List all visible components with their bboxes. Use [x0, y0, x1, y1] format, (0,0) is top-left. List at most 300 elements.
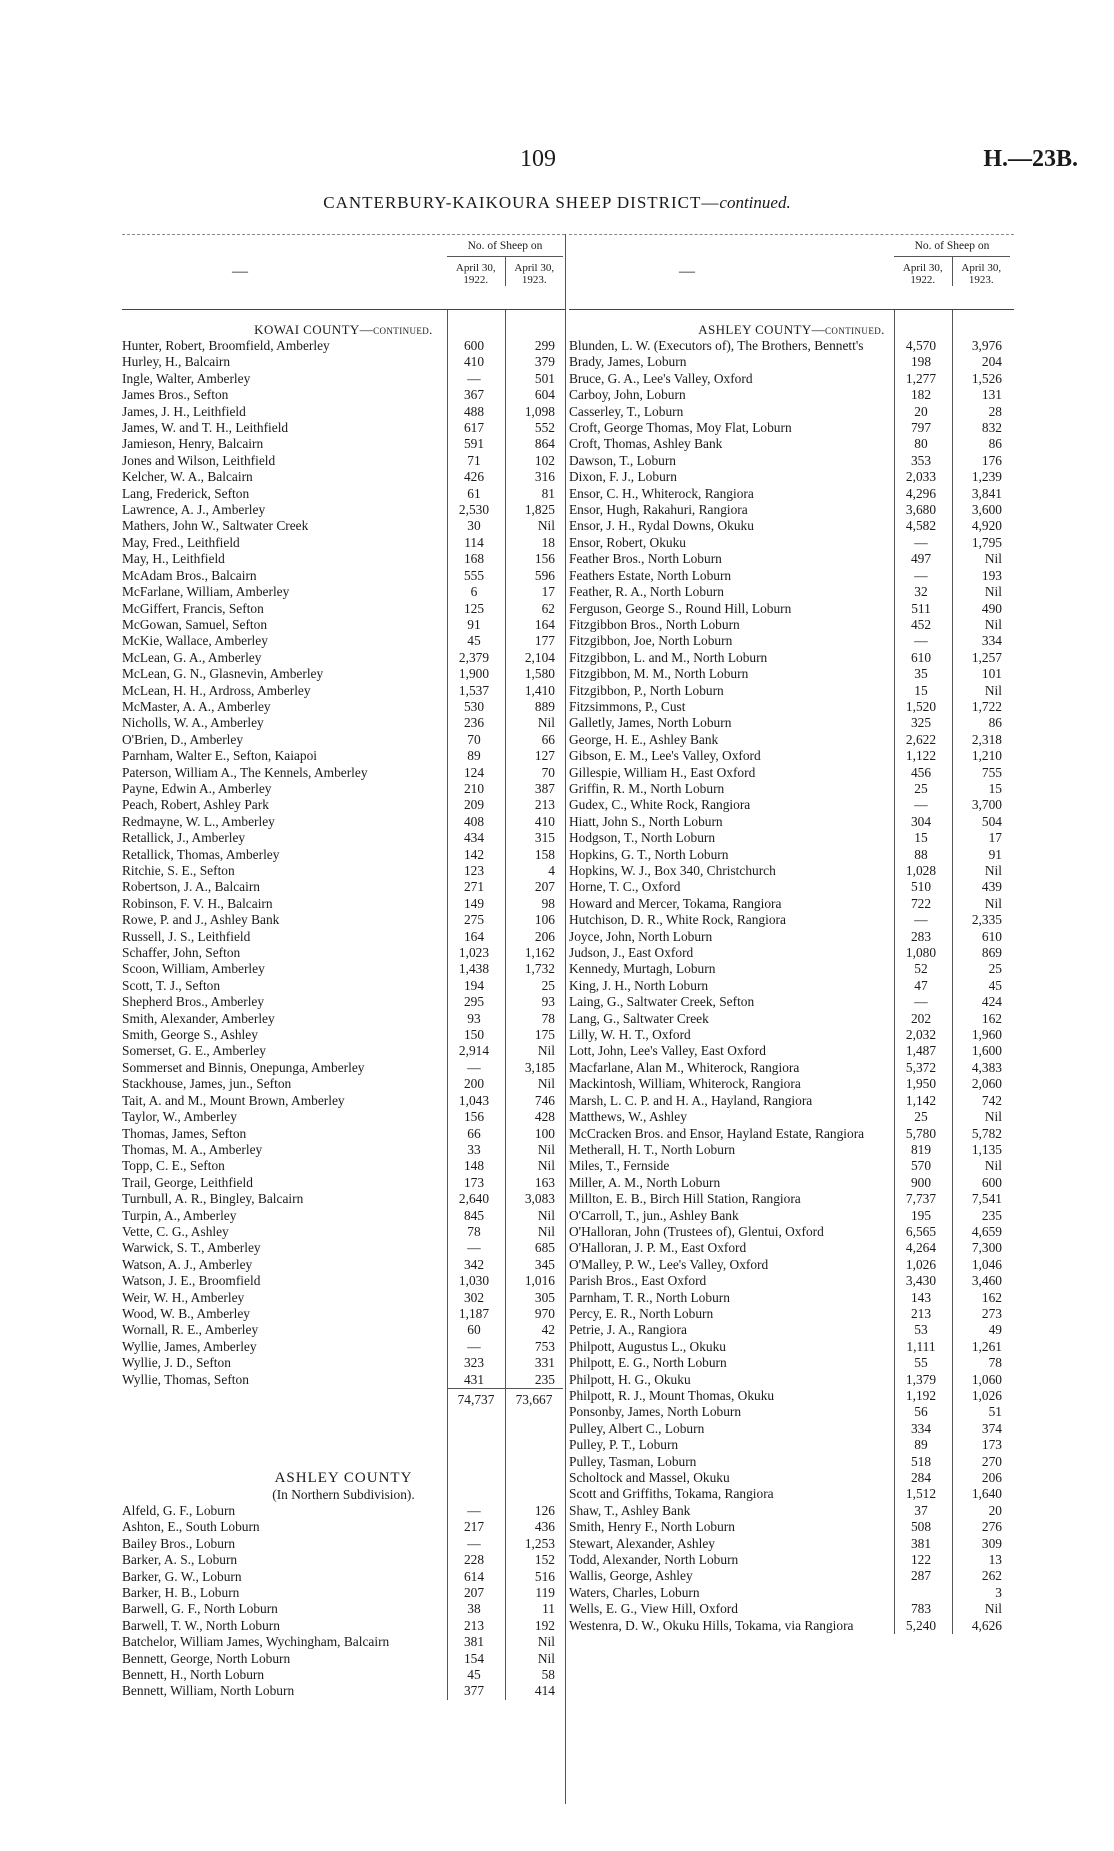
section-heading: KOWAI COUNTY—continued. — [254, 322, 433, 337]
col-1922-label: April 30, 1922. — [447, 257, 506, 286]
sheep-1923: 28 — [988, 403, 1002, 419]
owner-name: Gibson, E. M., Lee's Valley, Oxford — [569, 748, 761, 764]
sheep-1923: 7,300 — [971, 1240, 1002, 1256]
sheep-1922: 1,487 — [905, 1043, 937, 1059]
table-row — [569, 1601, 1014, 1617]
table-row — [122, 1306, 565, 1322]
table-row — [569, 633, 1014, 649]
sheep-1922: 600 — [463, 338, 485, 353]
owner-name: Lang, Frederick, Sefton — [122, 485, 250, 501]
owner-name: Fitzsimmons, P., Cust — [569, 698, 686, 714]
table-row — [122, 1109, 565, 1125]
owner-name: Mathers, John W., Saltwater Creek — [122, 518, 309, 534]
sheep-1922: 819 — [910, 1141, 932, 1157]
owner-name: Percy, E. R., North Loburn — [569, 1305, 714, 1321]
owner-name: Parnham, Walter E., Sefton, Kaiapoi — [122, 748, 318, 764]
owner-name: Hunter, Robert, Broomfield, Amberley — [122, 338, 330, 353]
table-row — [569, 486, 1014, 502]
table-row — [122, 404, 565, 420]
owner-name: Fitzgibbon Bros., North Loburn — [569, 616, 740, 632]
sheep-1923: 2,335 — [971, 912, 1002, 928]
owner-name: Taylor, W., Amberley — [122, 1109, 237, 1125]
sheep-1922: — — [467, 1338, 481, 1354]
owner-name: Brady, James, Loburn — [569, 354, 687, 370]
table-row — [122, 633, 565, 649]
sheep-1923: 516 — [534, 1568, 555, 1584]
table-row — [122, 338, 565, 354]
owner-name: Macfarlane, Alan M., Whiterock, Rangiora — [569, 1059, 800, 1075]
table-row — [569, 994, 1014, 1010]
sheep-1923: Nil — [537, 1650, 555, 1666]
sheep-1922: 236 — [463, 715, 485, 731]
sheep-1922: 60 — [467, 1322, 481, 1338]
owner-name: King, J. H., North Loburn — [569, 977, 709, 993]
table-row — [122, 420, 565, 436]
sheep-1922: 122 — [910, 1552, 932, 1568]
table-row — [569, 601, 1014, 617]
sheep-1923: 3,700 — [971, 797, 1002, 813]
table-row — [122, 1601, 565, 1617]
sheep-1922: 2,032 — [905, 1027, 937, 1043]
table-row — [122, 1027, 565, 1043]
owner-name: Mackintosh, William, Whiterock, Rangiora — [569, 1076, 801, 1092]
owner-name: Gillespie, William H., East Oxford — [569, 764, 756, 780]
sheep-1922: 617 — [463, 420, 485, 436]
sheep-1923: 331 — [534, 1355, 555, 1371]
table-row — [122, 847, 565, 863]
table-row — [569, 1618, 1014, 1634]
sheep-1923: 66 — [541, 731, 555, 747]
sheep-1922: 4,582 — [905, 518, 937, 534]
sheep-1923: Nil — [537, 1141, 555, 1157]
table-row — [122, 617, 565, 633]
sheep-1923: 1,722 — [971, 698, 1002, 714]
sheep-1923: 1,098 — [524, 403, 555, 419]
table-row — [122, 371, 565, 387]
sheep-1923: 3,841 — [971, 485, 1002, 501]
sheep-1922: 518 — [910, 1453, 932, 1469]
sheep-1923: 51 — [988, 1404, 1002, 1420]
owner-name: McMaster, A. A., Amberley — [122, 698, 271, 714]
sheep-1922: 93 — [467, 1010, 481, 1026]
sheep-1923: 13 — [988, 1552, 1002, 1568]
sheep-1923: Nil — [537, 1076, 555, 1092]
owner-name: Lang, G., Saltwater Creek — [569, 1010, 709, 1026]
sheep-1922: — — [914, 534, 928, 550]
table-row — [122, 584, 565, 600]
owner-name: Scoon, William, Amberley — [122, 961, 265, 977]
sheep-1922: 488 — [463, 403, 485, 419]
sheep-1923: 424 — [981, 994, 1002, 1010]
table-row — [122, 1372, 565, 1388]
table-row — [569, 453, 1014, 469]
owner-name: Ferguson, George S., Round Hill, Loburn — [569, 600, 792, 616]
col-1923-label: April 30, 1923. — [961, 262, 1002, 286]
sheep-count-group-label: No. of Sheep on — [894, 237, 1010, 257]
owner-name: Pulley, Albert C., Loburn — [569, 1420, 705, 1436]
sheep-1923: 15 — [988, 780, 1002, 796]
sheep-1923: Nil — [537, 715, 555, 731]
owner-name: Fitzgibbon, L. and M., North Loburn — [569, 649, 768, 665]
owner-name: McLean, H. H., Ardross, Amberley — [122, 682, 311, 698]
sheep-1923: 2,318 — [971, 731, 1002, 747]
table-row — [569, 961, 1014, 977]
sheep-1923: 70 — [541, 764, 555, 780]
table-row — [122, 1552, 565, 1568]
table-row — [122, 994, 565, 1010]
sheep-1922: 114 — [464, 534, 484, 550]
sheep-1923: 78 — [541, 1010, 555, 1026]
sheep-1923: 1,026 — [971, 1388, 1002, 1403]
sheep-1922: 5,780 — [905, 1125, 937, 1141]
sheep-1922: 142 — [463, 846, 485, 862]
sheep-1923: 204 — [981, 354, 1002, 370]
owner-name: Wyllie, J. D., Sefton — [122, 1355, 231, 1371]
sheep-1923: 1,135 — [971, 1141, 1002, 1157]
sheep-1923: 25 — [541, 977, 555, 993]
table-row — [569, 404, 1014, 420]
owner-name: Todd, Alexander, North Loburn — [569, 1552, 739, 1568]
sheep-1922: 149 — [463, 895, 485, 911]
sheep-1923: 5,782 — [971, 1125, 1002, 1141]
sheep-1922: 1,187 — [458, 1305, 490, 1321]
sheep-1923: 309 — [981, 1535, 1002, 1551]
sheep-1923: Nil — [537, 1043, 555, 1059]
owner-name: McGowan, Samuel, Sefton — [122, 616, 268, 632]
table-row — [122, 551, 565, 567]
sheep-1922: — — [467, 1059, 481, 1075]
sheep-1922: 1,043 — [458, 1092, 490, 1108]
table-row — [569, 354, 1014, 370]
sheep-1922: 202 — [910, 1010, 932, 1026]
table-row — [122, 1175, 565, 1191]
table-row — [569, 1126, 1014, 1142]
owner-name: May, Fred., Leithfield — [122, 534, 240, 550]
sheep-1923: 2,104 — [524, 649, 555, 665]
left-table-body — [122, 310, 565, 1700]
table-row — [122, 912, 565, 928]
sheep-1923: 131 — [981, 387, 1002, 403]
owner-name: Wyllie, Thomas, Sefton — [122, 1371, 249, 1387]
column-rule — [894, 310, 895, 1634]
owner-name: Matthews, W., Ashley — [569, 1109, 687, 1125]
owner-name: McFarlane, William, Amberley — [122, 584, 290, 600]
table-row — [122, 797, 565, 813]
owner-name: Horne, T. C., Oxford — [569, 879, 681, 895]
sheep-1922: — — [914, 994, 928, 1010]
sheep-1922: 1,122 — [905, 748, 937, 764]
sheep-1923: 889 — [534, 698, 555, 714]
table-row — [122, 1191, 565, 1207]
sheep-1923: Nil — [984, 1158, 1002, 1174]
sheep-1922: 164 — [463, 928, 485, 944]
table-row — [122, 863, 565, 879]
sheep-1922: — — [914, 567, 928, 583]
sheep-1923: 1,257 — [971, 649, 1002, 665]
sheep-1922: 6,565 — [905, 1223, 937, 1239]
sheep-1922: 2,914 — [458, 1043, 490, 1059]
sheep-1923: 86 — [988, 436, 1002, 452]
sheep-1922: 426 — [463, 469, 485, 485]
owner-name: Millton, E. B., Birch Hill Station, Rangiora — [569, 1191, 801, 1207]
sheep-1923: 235 — [534, 1371, 555, 1387]
table-row — [122, 732, 565, 748]
sheep-1922: 200 — [463, 1076, 485, 1092]
sheep-1923: 193 — [981, 567, 1002, 583]
sheep-1923: Nil — [984, 1601, 1002, 1617]
sheep-1923: 1,162 — [524, 945, 555, 961]
sheep-1922: 89 — [914, 1437, 928, 1453]
table-row — [569, 863, 1014, 879]
table-row — [569, 830, 1014, 846]
sheep-1922: 45 — [467, 633, 481, 649]
table-row — [122, 1503, 565, 1519]
table-row — [122, 1011, 565, 1027]
table-row — [569, 436, 1014, 452]
owner-name: Barwell, G. F., North Loburn — [122, 1601, 278, 1617]
owner-name: Stewart, Alexander, Ashley — [569, 1535, 715, 1551]
table-row — [569, 1519, 1014, 1535]
sheep-1923: 164 — [534, 616, 555, 632]
owner-name: Sommerset and Binnis, Onepunga, Amberley — [122, 1059, 365, 1075]
owner-name: Trail, George, Leithfield — [122, 1174, 253, 1190]
sheep-1922: 1,028 — [905, 863, 937, 878]
sheep-1922: 53 — [914, 1322, 928, 1338]
sheep-1922: 56 — [914, 1404, 928, 1420]
table-row — [569, 1503, 1014, 1519]
sheep-1923: 4,659 — [971, 1223, 1002, 1239]
table-row — [122, 1322, 565, 1338]
owner-name: Ashton, E., South Loburn — [122, 1519, 260, 1535]
sheep-1922: 210 — [463, 780, 485, 796]
sheep-1922: 156 — [463, 1109, 485, 1125]
sheep-1922: 80 — [914, 436, 928, 452]
owner-name: Howard and Mercer, Tokama, Rangiora — [569, 895, 782, 911]
sheep-1923: 374 — [981, 1420, 1002, 1436]
sheep-1922: 1,950 — [905, 1076, 937, 1092]
owner-name: Miles, T., Fernside — [569, 1158, 670, 1174]
owner-name: Pulley, Tasman, Loburn — [569, 1453, 697, 1469]
sheep-1923: 1,253 — [524, 1535, 555, 1551]
owner-name: Scott and Griffiths, Tokama, Rangiora — [569, 1486, 774, 1502]
sheep-1923: 316 — [534, 469, 555, 485]
sheep-1923: 315 — [534, 830, 555, 846]
page-number: 109 — [520, 146, 556, 172]
sheep-count-header — [894, 237, 1010, 286]
sheep-1922: 1,023 — [458, 945, 490, 961]
table-row — [569, 1142, 1014, 1158]
sheep-1922: 342 — [463, 1256, 485, 1272]
sheep-1922: 1,026 — [905, 1256, 937, 1272]
owner-name: Hopkins, G. T., North Loburn — [569, 846, 729, 862]
sheep-1922: 71 — [467, 452, 481, 468]
owner-name: Warwick, S. T., Amberley — [122, 1240, 261, 1256]
table-row — [569, 502, 1014, 518]
owner-name: Wornall, R. E., Amberley — [122, 1322, 259, 1338]
sheep-1922: 452 — [910, 616, 932, 632]
sheep-1923: 156 — [534, 551, 555, 567]
sheep-1922: 1,900 — [458, 666, 490, 682]
owner-name: Dixon, F. J., Loburn — [569, 469, 677, 485]
sheep-1923: Nil — [537, 1634, 555, 1650]
table-row — [569, 896, 1014, 912]
sheep-1922: 591 — [463, 436, 485, 452]
sheep-1923: Nil — [984, 584, 1002, 600]
sheep-1922: 173 — [463, 1174, 485, 1190]
sheep-1922: 4,570 — [905, 338, 937, 353]
sheep-1923: 127 — [534, 748, 555, 764]
owner-name: Smith, Henry F., North Loburn — [569, 1519, 735, 1535]
table-row — [122, 453, 565, 469]
sheep-1922: 334 — [910, 1420, 932, 1436]
table-row — [122, 666, 565, 682]
table-row — [569, 814, 1014, 830]
sheep-1922: 2,622 — [905, 731, 937, 747]
table-row — [122, 387, 565, 403]
owner-name: Gudex, C., White Rock, Rangiora — [569, 797, 751, 813]
table-row — [569, 1175, 1014, 1191]
owner-name: Batchelor, William James, Wychingham, Balcairn — [122, 1634, 390, 1650]
table-row — [122, 1290, 565, 1306]
sheep-1923: 501 — [534, 370, 555, 386]
table-row — [569, 1273, 1014, 1289]
sheep-1922: 722 — [910, 895, 932, 911]
sheep-1923: 3,976 — [971, 338, 1002, 353]
sheep-1922: 194 — [463, 977, 485, 993]
col-1923-label: April 30, 1923. — [514, 262, 555, 286]
sheep-1922: 15 — [914, 682, 928, 698]
sheep-1922: 207 — [463, 1585, 485, 1601]
sheep-1923: 387 — [534, 780, 555, 796]
owner-name: Smith, George S., Ashley — [122, 1027, 258, 1043]
sheep-1923: 106 — [534, 912, 555, 928]
sheep-1923: Nil — [984, 551, 1002, 567]
owner-name: Retallick, Thomas, Amberley — [122, 846, 280, 862]
sheep-1923: 3 — [995, 1584, 1002, 1600]
sheep-1922: 213 — [910, 1305, 932, 1321]
sheep-1923: 1,046 — [971, 1256, 1002, 1272]
sheep-1922: 408 — [463, 813, 485, 829]
owner-name: Parnham, T. R., North Loburn — [569, 1289, 730, 1305]
owner-name: Robertson, J. A., Balcairn — [122, 879, 260, 895]
total-row — [122, 1388, 565, 1408]
table-row — [122, 830, 565, 846]
table-row — [569, 748, 1014, 764]
sheep-1923: 436 — [534, 1519, 555, 1535]
table-row — [122, 748, 565, 764]
sheep-1922: 497 — [910, 551, 932, 567]
table-row — [122, 781, 565, 797]
table-row — [122, 1273, 565, 1289]
owner-name: Philpott, H. G., Okuku — [569, 1371, 691, 1387]
sheep-1922: 52 — [914, 961, 928, 977]
sheep-1923: 78 — [988, 1355, 1002, 1371]
sheep-1923: 162 — [981, 1010, 1002, 1026]
sheep-1923: 428 — [534, 1109, 555, 1125]
sheep-1923: 552 — [534, 420, 555, 436]
owner-name: Shepherd Bros., Amberley — [122, 994, 265, 1010]
table-row — [569, 978, 1014, 994]
owner-name: James, W. and T. H., Leithfield — [122, 420, 289, 436]
sheep-1922: 3,680 — [905, 502, 937, 518]
owner-name: Wood, W. B., Amberley — [122, 1305, 250, 1321]
owner-name: Scott, T. J., Sefton — [122, 977, 221, 993]
table-row — [122, 929, 565, 945]
sheep-1923: 7,541 — [971, 1191, 1002, 1207]
owner-name: Westenra, D. W., Okuku Hills, Tokama, via Rangiora — [569, 1617, 854, 1633]
table-row — [569, 387, 1014, 403]
sheep-1923: Nil — [537, 1207, 555, 1223]
table-row — [122, 1224, 565, 1240]
sheep-1923: 869 — [981, 945, 1002, 961]
table-row — [122, 601, 565, 617]
sheep-1923: 299 — [534, 338, 555, 353]
sheep-1922: 148 — [463, 1158, 485, 1174]
owner-name: Somerset, G. E., Amberley — [122, 1043, 266, 1059]
table-row — [569, 518, 1014, 534]
sheep-1922: 209 — [463, 797, 485, 813]
table-row — [122, 1142, 565, 1158]
sheep-1922: 570 — [910, 1158, 932, 1174]
owner-name: Hutchison, D. R., White Rock, Rangiora — [569, 912, 786, 928]
table-row — [122, 1240, 565, 1256]
owner-name: Redmayne, W. L., Amberley — [122, 813, 275, 829]
sheep-1923: 173 — [981, 1437, 1002, 1453]
total-1922: 74,737 — [447, 1388, 505, 1408]
sheep-1923: 490 — [981, 600, 1002, 616]
sheep-1922: 7,737 — [905, 1191, 937, 1207]
sheep-1922: 381 — [910, 1535, 932, 1551]
sheep-1923: 162 — [981, 1289, 1002, 1305]
table-row — [569, 879, 1014, 895]
sheep-1923: 192 — [534, 1617, 555, 1633]
sheep-1922: 5,372 — [905, 1059, 937, 1075]
table-row — [569, 666, 1014, 682]
sheep-1922: 431 — [463, 1371, 485, 1387]
sheep-1922: 228 — [463, 1552, 485, 1568]
sheep-1923: Nil — [537, 1223, 555, 1239]
column-divider — [565, 234, 566, 1804]
sheep-1922: 66 — [467, 1125, 481, 1141]
owner-name: Waters, Charles, Loburn — [569, 1584, 700, 1600]
sheep-1922: 511 — [911, 600, 931, 616]
owner-name: McKie, Wallace, Amberley — [122, 633, 268, 649]
table-row — [122, 1208, 565, 1224]
sheep-1922: 15 — [914, 830, 928, 846]
sheep-1923: 746 — [534, 1092, 555, 1108]
owner-name: Lilly, W. H. T., Oxford — [569, 1027, 691, 1043]
sheep-1923: 98 — [541, 895, 555, 911]
col-1922-label: April 30, 1922. — [894, 257, 953, 286]
sheep-1922: 381 — [463, 1634, 485, 1650]
sheep-1923: 206 — [981, 1470, 1002, 1486]
header-dash: — — [679, 263, 695, 280]
sheep-1922: 4,264 — [905, 1240, 937, 1256]
sheep-1923: 206 — [534, 928, 555, 944]
sheep-1923: 755 — [981, 764, 1002, 780]
owner-name: Galletly, James, North Loburn — [569, 715, 732, 731]
owner-name: Wallis, George, Ashley — [569, 1568, 693, 1584]
owner-name: Stackhouse, James, jun., Sefton — [122, 1076, 292, 1092]
sheep-1923: 1,410 — [524, 682, 555, 698]
owner-name: Kennedy, Murtagh, Loburn — [569, 961, 716, 977]
owner-name: Croft, Thomas, Ashley Bank — [569, 436, 723, 452]
owner-name: Fitzgibbon, Joe, North Loburn — [569, 633, 733, 649]
sheep-1922: — — [467, 370, 481, 386]
table-row — [569, 1240, 1014, 1256]
sheep-1923: 1,239 — [971, 469, 1002, 485]
table-row — [569, 1404, 1014, 1420]
